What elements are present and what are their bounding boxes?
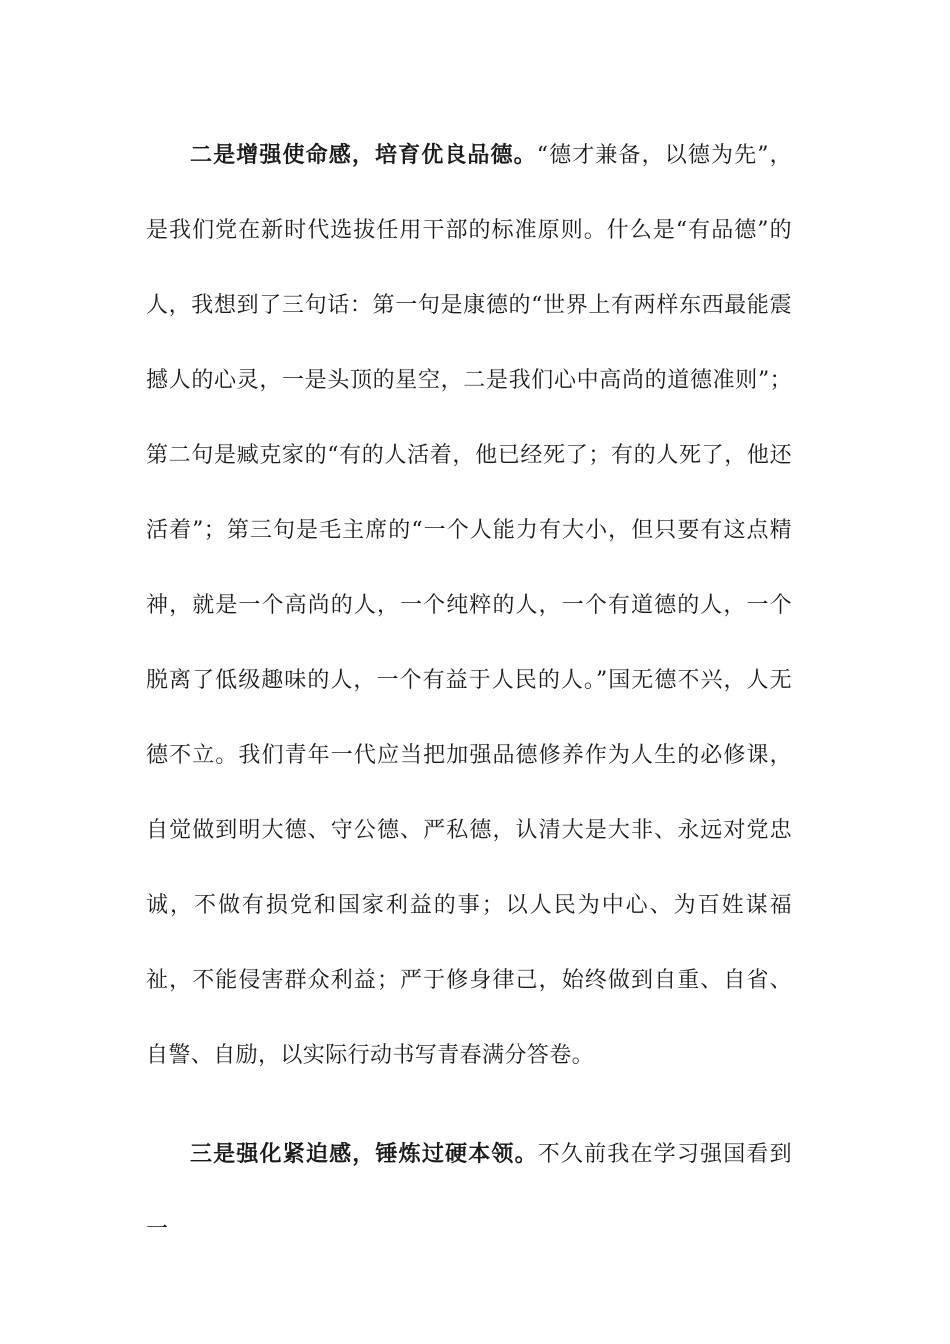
paragraph-lead-heading: 三是强化紧迫感，锤炼过硬本领。 — [190, 1141, 538, 1167]
paragraph-body-text: “德才兼备，以德为先”，是我们党在新时代选拔任用干部的标准原则。什么是“有品德”的人，我想到了三句话：第一句是康德的“世界上有两样东西最能震撼人的心灵，一是头顶的星空，二是我们心中高尚的道德准则”；第二句是臧克家的“有的人活着，他已经死了；有的人死了，他还活着”；第三句是毛主席的“一个人能力有大小，但只要有这点精神，就是一个高尚的人，一个纯粹的人，一个有道德的人，一个脱离了低级趣味的人，一个有益于人民的人。”国无德不兴，人无德不立。我们青年一代应当把加强品德修养作为人生的必修课，自觉做到明大德、守公德、严私德，认清大是大非、永远对党忠诚，不做有损党和国家利益的事；以人民为中心、为百姓谋福祉，不能侵害群众利益；严于修身律己，始终做到自重、自省、自警、自励，以实际行动书写青春满分答卷。 — [146, 143, 792, 1068]
paragraph-urgency — [146, 1117, 792, 1267]
paragraph-lead-heading: 二是增强使命感，培育优良品德。 — [190, 142, 537, 168]
paragraph-moral-character — [146, 118, 792, 1093]
paragraph-body-text: 不久前我在学习强国看到一 — [146, 1142, 792, 1242]
